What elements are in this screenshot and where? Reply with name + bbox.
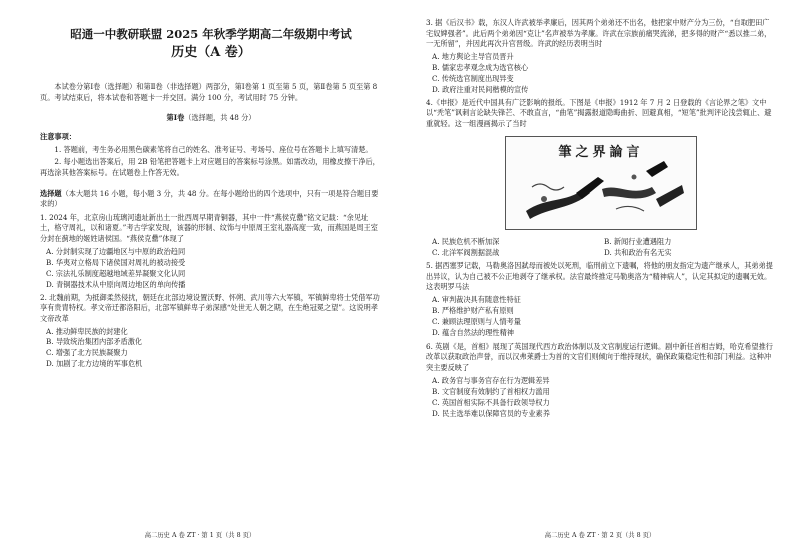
option-a: A. 地方舆论主导官员晋升 bbox=[432, 51, 514, 61]
question-6 bbox=[426, 342, 776, 420]
question-section-instructions: （本大题共 16 小题，每小题 3 分，共 48 分。在每小题给出的四个选项中，只有一项是符合题目要求的） bbox=[40, 188, 379, 209]
option-d: D. 青铜器技术从中原向周边地区的单向传播 bbox=[46, 279, 186, 289]
option-a: A. 推动鲜卑民族的封建化 bbox=[46, 326, 128, 336]
notice-item: 1. 答题前，考生务必用黑色碳素笔将自己的姓名、准考证号、考场号、座位号在答题卡上填写清楚。 bbox=[54, 144, 373, 154]
option-d: D. 蕴含自然法的理性精神 bbox=[432, 327, 514, 337]
option-b: B. 华夷对立格局下诸侯国对周礼的被动接受 bbox=[46, 257, 186, 267]
question-stem: 6. 英剧《是，首相》展现了英国现代西方政治体制以及文官制度运行逻辑。剧中新任首相吉姆，哈克希望推行改革以获取政治声誉，而以汉弗莱爵士为首的文官们则倾向于维持现状，确保政策稳定性和部门利益。这种冲突主要反映了 bbox=[426, 341, 773, 373]
option-a: A. 分封制实现了边疆地区与中原的政治趋同 bbox=[46, 246, 186, 256]
cartoon-drawing bbox=[506, 137, 696, 229]
section-label: 第Ⅰ卷 bbox=[166, 113, 185, 123]
question-2 bbox=[40, 293, 382, 371]
option-c: C. 兼顾法理原则与人情考量 bbox=[432, 316, 521, 326]
option-c: C. 传统选官制度出现异变 bbox=[432, 73, 514, 83]
question-stem: 3. 据《后汉书》载，东汉人许武被举孝廉后，因其两个弟弟还不出名，他把家中财产分为三份，“自取肥田广宅奴婢强者”。此后两个弟弟因“克让”名声被举为孝廉。许武在宗族前痛哭流涕，把多得的财产“悉以推二弟，一无所留”，并因此再次升官晋级。许武的经历表明当时 bbox=[426, 18, 772, 49]
option-c: C. 宗法礼乐制度超越地域差异凝聚文化认同 bbox=[46, 268, 186, 278]
option-b: B. 文官制度有效制约了首相权力滥用 bbox=[432, 386, 550, 396]
option-c: C. 增强了北方民族凝聚力 bbox=[46, 348, 128, 358]
option-d: D. 共和政治有名无实 bbox=[604, 247, 672, 257]
option-b: B. 严格维护财产私有原则 bbox=[432, 305, 514, 315]
newspaper-cartoon bbox=[505, 136, 697, 230]
question-stem: 1. 2024 年，北京房山琉璃河遗址新出土一批西周早期青铜器，其中一件“燕侯克罍”铭文记载：“余见址土，格守周礼，以和诸夏。”考古学家发现，该器的形制、纹饰与中原周王室礼器高度一致，而燕国是周王室分封在蓟地的姬姓诸侯国。“燕侯克罍”体现了 bbox=[40, 212, 378, 244]
notice-item: 2. 每小题选出答案后，用 2B 铅笔把答题卡上对应题目的答案标号涂黑。如需改动，用橡皮擦干净后，再选涂其他答案标号。在试题卷上作答无效。 bbox=[40, 157, 380, 177]
exam-title: 昭通一中教研联盟 2025 年秋季学期高二年级期中考试 bbox=[70, 27, 352, 41]
question-section-header bbox=[40, 189, 382, 210]
option-d: D. 政府注重对民间楷模的宣传 bbox=[432, 84, 529, 94]
question-section-label: 选择题 bbox=[40, 188, 62, 198]
question-1 bbox=[40, 213, 382, 291]
notice-heading: 注意事项： bbox=[40, 131, 76, 141]
question-4 bbox=[426, 98, 776, 258]
question-stem: 2. 北魏前期，为抵御柔然侵扰，朝廷在北部边境设置沃野、怀朔、武川等六大军镇，军镇鲜卑将士凭借军功享有贵胄特权。孝文帝迁都洛阳后，北部军镇鲜卑子弟深感“处世无人朝之期，在生绝冠冕之望”。这说明孝文帝改革 bbox=[40, 292, 380, 323]
option-b: B. 新闻行业遭遇阻力 bbox=[604, 236, 672, 246]
section-note: （选择题，共 48 分） bbox=[184, 113, 256, 123]
option-b: B. 儒家忠孝观念成为选官核心 bbox=[432, 62, 529, 72]
page-footer: 高二历史 A 卷 ZT · 第 1 页（共 8 页） bbox=[144, 531, 256, 539]
cartoon-caption: 筆之界論言 bbox=[558, 144, 644, 160]
section-title bbox=[40, 113, 382, 124]
option-a: A. 审判裁决具有随意性特征 bbox=[432, 294, 521, 304]
option-a: A. 民族危机不断加深 bbox=[432, 236, 500, 246]
question-5 bbox=[426, 261, 776, 339]
options-grid bbox=[432, 236, 776, 258]
page-footer: 高二历史 A 卷 ZT · 第 2 页（共 8 页） bbox=[544, 531, 656, 539]
question-3 bbox=[426, 18, 776, 96]
question-stem: 4.《申报》是近代中国具有广泛影响的报纸。下图是《申报》1912 年 7 月 2 日登载的《言论界之笔》文中以“秃笔”讽刺言论缺失锋芒、不敢直言，“曲笔”揭露报道隐晦曲折、回避真相，“短笔”批判评论浅尝辄止、避重就轻。这一组漫画揭示了当时 bbox=[426, 97, 772, 129]
page-2 bbox=[400, 0, 800, 550]
option-d: D. 民主选举难以保障官员的专业素养 bbox=[432, 408, 550, 418]
exam-subtitle: 历史（A 卷） bbox=[171, 44, 251, 60]
option-c: C. 北洋军阀割据混战 bbox=[432, 247, 500, 257]
option-a: A. 政务官与事务官存在行为逻辑差异 bbox=[432, 375, 550, 385]
option-b: B. 导致统治集团内部矛盾激化 bbox=[46, 337, 143, 347]
option-c: C. 英国首相实际不具备行政领导权力 bbox=[432, 397, 550, 407]
option-d: D. 加剧了北方边境的军事危机 bbox=[46, 359, 143, 369]
exam-intro: 本试卷分第Ⅰ卷（选择题）和第Ⅱ卷（非选择题）两部分，第Ⅰ卷第 1 页至第 5 页，第Ⅱ卷第 5 页至第 8 页。考试结束后，将本试卷和答题卡一并交回。满分 100 分，考试用时 75 分钟。 bbox=[40, 81, 378, 102]
question-stem: 5. 据西塞罗记载，马勒奥洛因弑母而被处以死刑，临刑前立下遗嘱，将他的朋友指定为遗产继承人，其弟弟提出异议，认为自己被不公正地剥夺了继承权。法官最终推定马勒奥洛为“精神病人”，认定其拟定的遗嘱无效。这表明罗马法 bbox=[426, 261, 773, 292]
